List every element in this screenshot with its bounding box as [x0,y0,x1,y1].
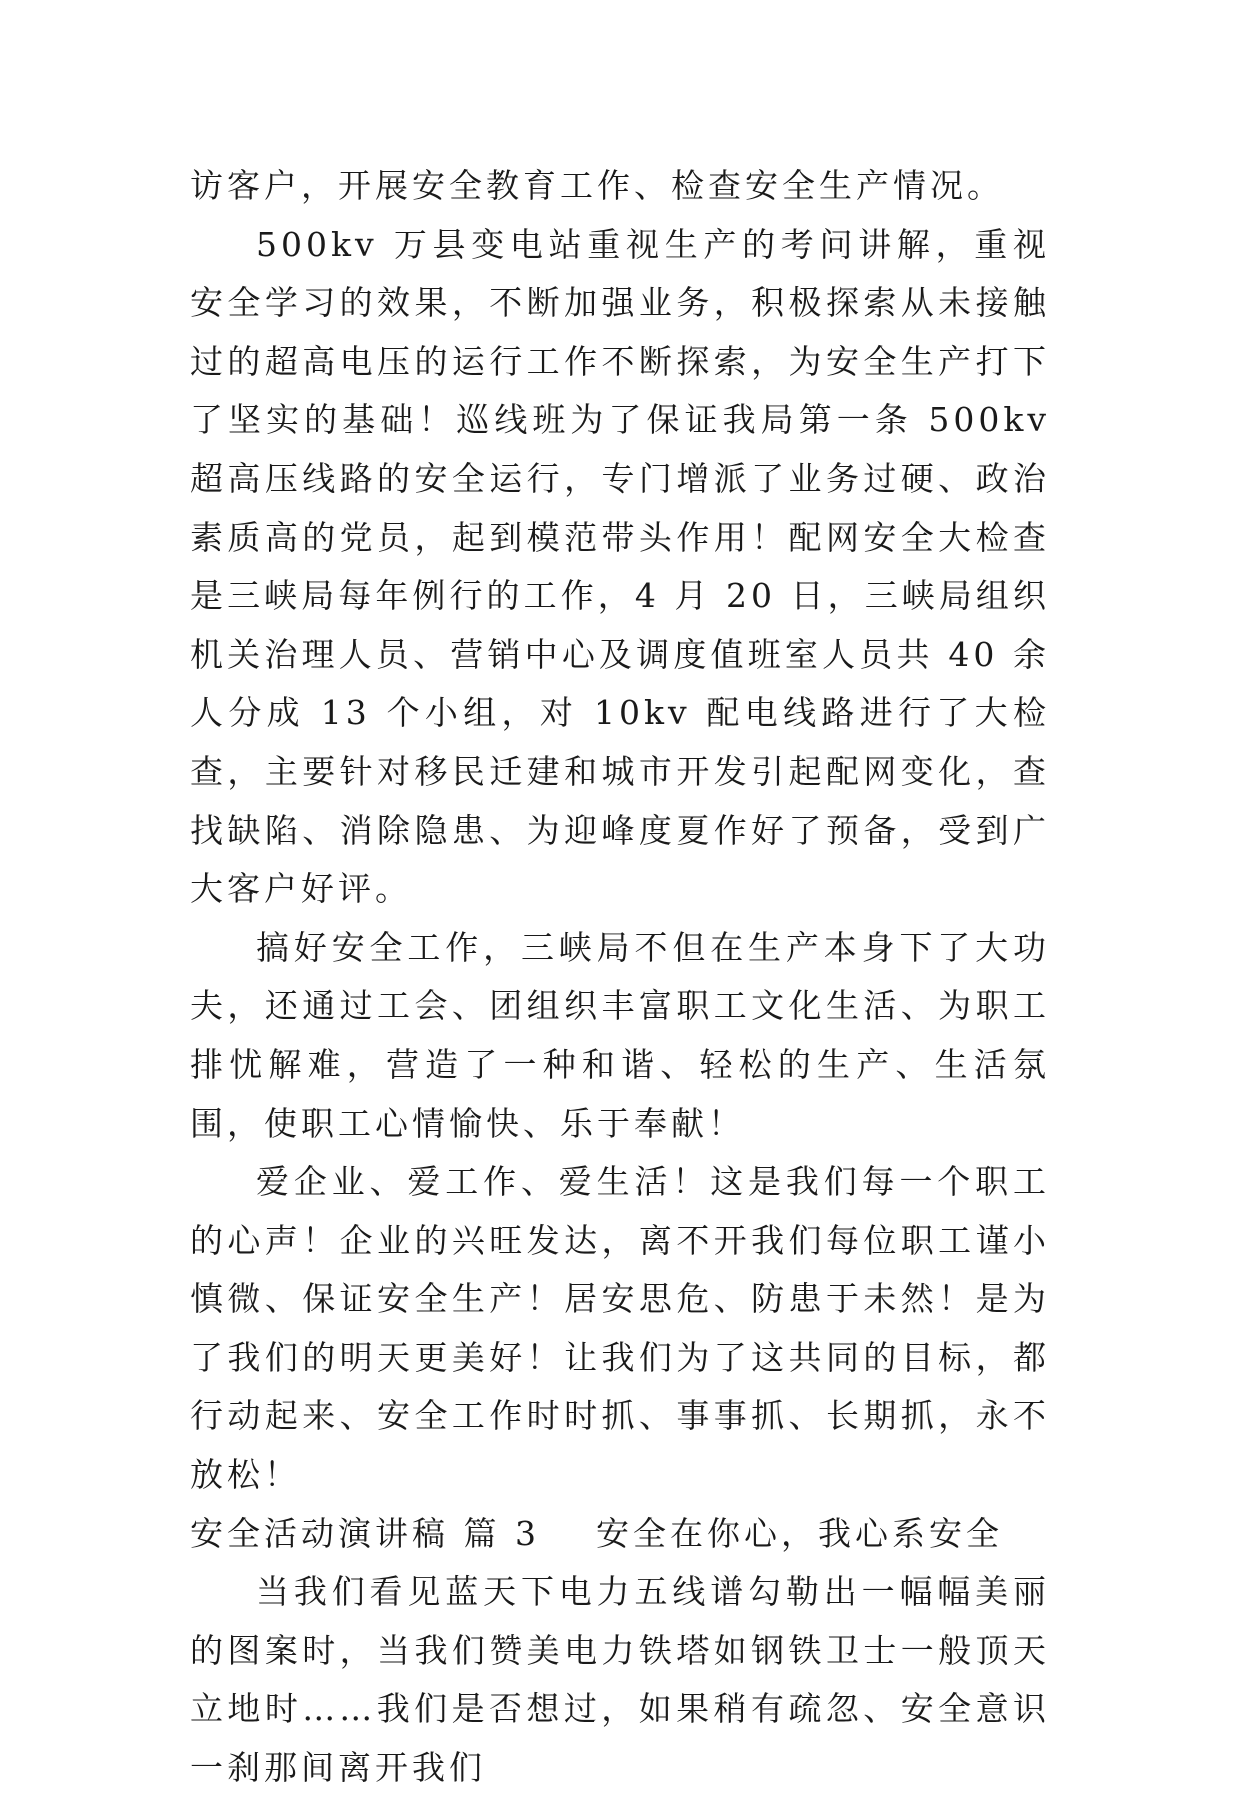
document-body [190,157,1050,1798]
heading-subtitle: 安全在你心，我心系安全 [596,1513,1003,1553]
section-heading [190,1505,1050,1564]
paragraph-continuation: 访客户，开展安全教育工作、检查安全生产情况。 [190,166,1004,205]
paragraph-substation: 500kv 万县变电站重视生产的考问讲解，重视安全学习的效果，不断加强业务，积极探索从未接触过的超高电压的运行工作不断探索，为安全生产打下了坚实的基础！巡线班为了保证我局第一条 500kv 超高压线路的安全运行，专门增派了业务过硬、政治素质高的党员，起到模范带头作用！配网安全大检查是三峡局每年例行的工作，4 月 20 日，三峡局组织机关治理人员、营销中心及调度值班室人员共 40 余人分成 13 个小组，对 10kv 配电线路进行了大检查，主要针对移民迁建和城市开发引起配网变化，查找缺陷、消除隐患、为迎峰度夏作好了预备，受到广大客户好评。 [190,224,1050,909]
heading-title: 安全活动演讲稿 [190,1513,449,1553]
paragraph-love-enterprise: 爱企业、爱工作、爱生活！这是我们每一个职工的心声！企业的兴旺发达，离不开我们每位职工谨小慎微、保证安全生产！居安思危、防患于未然！是为了我们的明天更美好！让我们为了这共同的目标，都行动起来、安全工作时时抓、事事抓、长期抓，永不放松！ [190,1162,1050,1495]
paragraph-safety-work: 搞好安全工作，三峡局不但在生产本身下了大功夫，还通过工会、团组织丰富职工文化生活、为职工排忧解难，营造了一种和谐、轻松的生产、生活氛围，使职工心情愉快、乐于奉献！ [190,927,1050,1143]
paragraph-closing: 当我们看见蓝天下电力五线谱勾勒出一幅幅美丽的图案时，当我们赞美电力铁塔如钢铁卫士一般顶天立地时……我们是否想过，如果稍有疏忽、安全意识一刹那间离开我们 [190,1572,1050,1788]
heading-section-number: 篇 3 [463,1513,540,1553]
